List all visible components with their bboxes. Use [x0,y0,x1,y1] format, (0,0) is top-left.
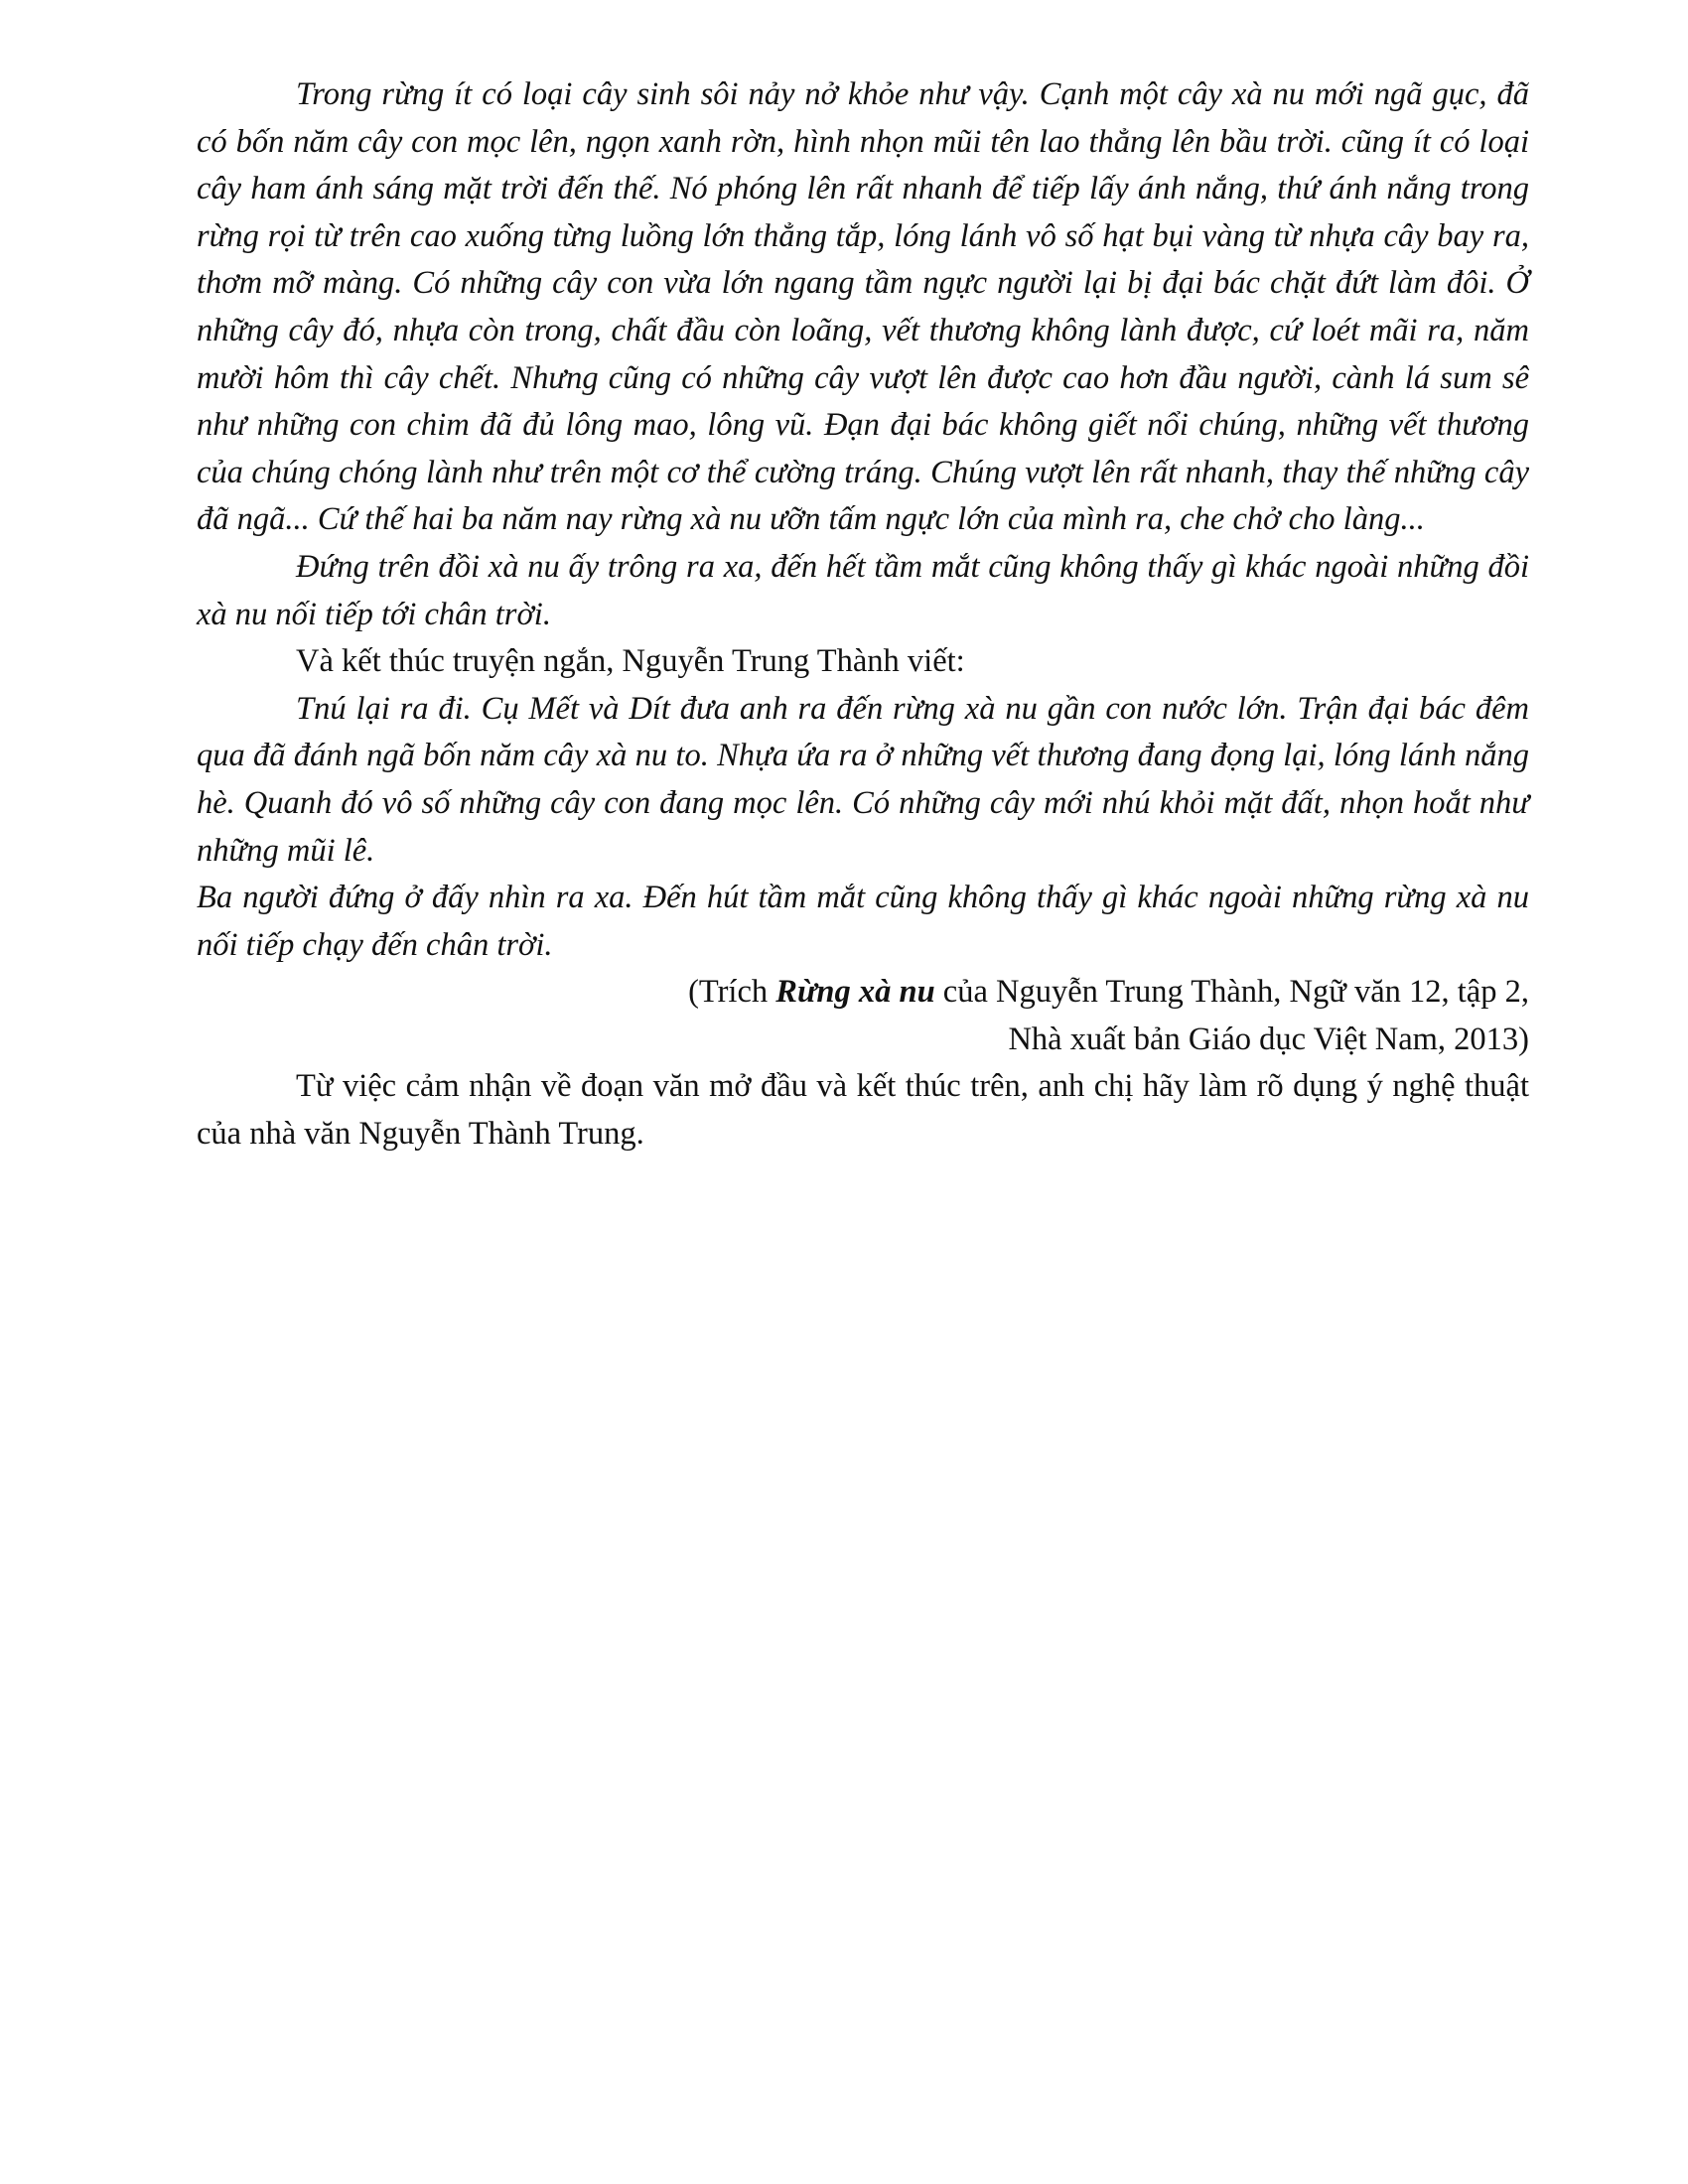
source-citation [197,969,1529,1063]
citation-line-2: Nhà xuất bản Giáo dục Việt Nam, 2013) [1008,1021,1529,1057]
citation-work-title: Rừng xà nu [775,974,935,1011]
excerpt-paragraph-2: Đứng trên đồi xà nu ấy trông ra xa, đến hết tầm mắt cũng không thấy gì khác ngoài những đồi xà nu nối tiếp tới chân trời. [197,548,1529,632]
citation-prefix: (Trích [688,974,776,1011]
document-page [197,71,1529,1159]
exam-question: Từ việc cảm nhận về đoạn văn mở đầu và kết thúc trên, anh chị hãy làm rõ dụng ý nghệ thuật của nhà văn Nguyễn Thành Trung. [197,1068,1529,1153]
citation-suffix: của Nguyễn Trung Thành, Ngữ văn 12, tập 2, [934,974,1529,1011]
ending-intro: Và kết thúc truyện ngắn, Nguyễn Trung Thành viết: [296,643,965,680]
excerpt-paragraph-3: Tnú lại ra đi. Cụ Mết và Dít đưa anh ra đến rừng xà nu gần con nước lớn. Trận đại bác đêm qua đã đánh ngã bốn năm cây xà nu to. Nhựa ứa ra ở những vết thương đang đọng lại, lóng lánh nắng hè. Quanh đó vô số những cây con đang mọc lên. Có những cây mới nhú khỏi mặt đất, nhọn hoắt như những mũi lê. [197,690,1529,869]
excerpt-paragraph-4: Ba người đứng ở đấy nhìn ra xa. Đến hút tầm mắt cũng không thấy gì khác ngoài những rừng xà nu nối tiếp chạy đến chân trời. [197,880,1529,963]
citation-line-1 [197,969,1529,1017]
excerpt-paragraph-1: Trong rừng ít có loại cây sinh sôi nảy nở khỏe như vậy. Cạnh một cây xà nu mới ngã gục, đã có bốn năm cây con mọc lên, ngọn xanh rờn, hình nhọn mũi tên lao thẳng lên bầu trời. cũng ít có loại cây ham ánh sáng mặt trời đến thế. Nó phóng lên rất nhanh để tiếp lấy ánh nắng, thứ ánh nắng trong rừng rọi từ trên cao xuống từng luồng lớn thẳng tắp, lóng lánh vô số hạt bụi vàng từ nhựa cây bay ra, thơm mỡ màng. Có những cây con vừa lớn ngang tầm ngực người lại bị đại bác chặt đứt làm đôi. Ở những cây đó, nhựa còn trong, chất đầu còn loãng, vết thương không lành được, cứ loét mãi ra, năm mười hôm thì cây chết. Nhưng cũng có những cây vượt lên được cao hơn đầu người, cành lá sum sê như những con chim đã đủ lông mao, lông vũ. Đạn đại bác không giết nổi chúng, những vết thương của chúng chóng lành như trên một cơ thể cường tráng. Chúng vượt lên rất nhanh, thay thế những cây đã ngã... Cứ thế hai ba năm nay rừng xà nu ưỡn tấm ngực lớn của mình ra, che chở cho làng... [197,76,1529,538]
